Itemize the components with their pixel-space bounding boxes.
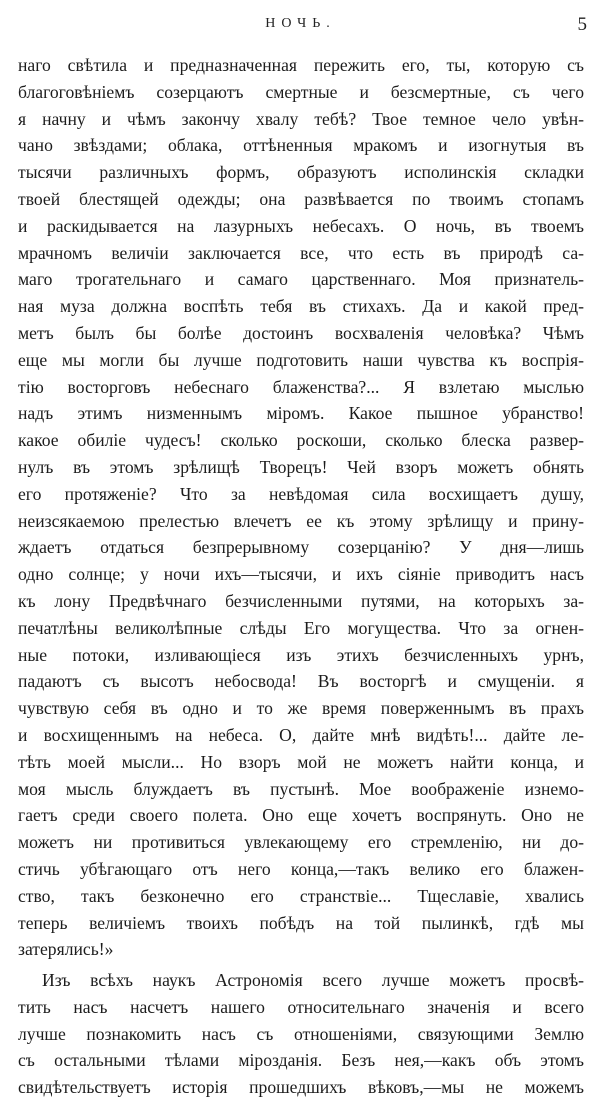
text-line: лучше познакомить насъ съ отношеніями, связующими Землю bbox=[18, 1023, 584, 1044]
text-line: нулъ въ этомъ зрѣлищѣ Творецъ! Чей взоръ можетъ обнять bbox=[18, 456, 584, 477]
text-line: тить насъ насчетъ нашего относительнаго значенія и всего bbox=[18, 996, 584, 1017]
text-line: и раскидывается на лазурныхъ небесахъ. О ночь, въ твоемъ bbox=[18, 215, 584, 236]
text-line: чано звѣздами; облака, оттѣненныя мракомъ и изогнутыя въ bbox=[18, 135, 584, 156]
text-line: мрачномъ величіи заключается все, что есть въ природѣ са- bbox=[18, 242, 584, 263]
text-line: благоговѣніемъ созерцаютъ смертные и безсмертные, съ чего bbox=[18, 81, 584, 102]
text-line: моя мысль блуждаетъ въ пустынѣ. Мое воображеніе изнемо- bbox=[18, 778, 584, 799]
paragraph-2 bbox=[18, 967, 584, 1101]
text-line: ные потоки, изливающіеся изъ этихъ безчисленныхъ урнъ, bbox=[18, 644, 584, 665]
text-line: къ лону Предвѣчнаго безчисленными путями, на которыхъ за- bbox=[18, 590, 584, 611]
text-line: одно солнце; у ночи ихъ—тысячи, и ихъ сіяніе приводитъ насъ bbox=[18, 564, 584, 585]
text-line: твоей блестящей одежды; она развѣвается по твоимъ стопамъ bbox=[18, 188, 584, 209]
page-number: 5 bbox=[577, 14, 587, 35]
text-line: теперь величіемъ твоихъ побѣдъ на той пылинкѣ, гдѣ мы bbox=[18, 912, 584, 933]
text-line: тысячи различныхъ формъ, образуютъ исполинскія складки bbox=[18, 162, 584, 183]
text-line: еще мы могли бы лучше подготовить наши чувства къ воспрія- bbox=[18, 349, 584, 370]
text-line: падаютъ съ высотъ небосвода! Въ восторгѣ и смущеніи. я bbox=[18, 671, 584, 692]
text-line: ждаетъ отдаться безпрерывному созерцанію? У дня—лишь bbox=[18, 537, 584, 558]
text-line: Изъ всѣхъ наукъ Астрономія всего лучше можетъ просвѣ- bbox=[42, 970, 584, 991]
text-line: чувствую себя въ одно и то же время поверженнымъ въ прахъ bbox=[18, 698, 584, 719]
paragraph-1 bbox=[18, 52, 584, 963]
text-line: можетъ ни противиться увлекающему его стремленію, ни до- bbox=[18, 832, 584, 853]
text-line: тѣть моей мысли... Но взоръ мой не можетъ найти конца, и bbox=[18, 751, 584, 772]
text-line: гаетъ среди своего полета. Оно еще хочетъ воспрянуть. Оно не bbox=[18, 805, 584, 826]
text-line: ство, такъ безконечно его странствіе... Тщеславіе, хвались bbox=[18, 885, 584, 906]
text-line: неизсякаемою прелестью влечетъ ее къ этому зрѣлищу и прину- bbox=[18, 510, 584, 531]
text-line: стичь убѣгающаго отъ него конца,—такъ велико его блажен- bbox=[18, 858, 584, 879]
text-line: печатлѣны великолѣпные слѣды Его могущества. Что за огнен- bbox=[18, 617, 584, 638]
text-line: свидѣтельствуетъ исторія прошедшихъ вѣковъ,—мы не можемъ bbox=[18, 1077, 584, 1098]
text-line: затерялись!» bbox=[18, 939, 114, 960]
text-line: метъ былъ бы болѣе достоинъ восхваленія человѣка? Чѣмъ bbox=[18, 322, 584, 343]
running-head bbox=[0, 14, 601, 44]
body-text bbox=[18, 52, 584, 1101]
text-line: маго трогательнаго и самаго царственнаго. Моя признатель- bbox=[18, 269, 584, 290]
text-line: ная муза должна воспѣть тебя въ стихахъ. Да и какой пред- bbox=[18, 296, 584, 317]
running-title: НОЧЬ. bbox=[265, 16, 336, 31]
text-line: съ остальными тѣлами мірозданія. Безъ нея,—какъ объ этомъ bbox=[18, 1050, 584, 1071]
text-line: я начну и чѣмъ закончу хвалу тебѣ? Твое темное чело увѣн- bbox=[18, 108, 584, 129]
text-line: его протяженіе? Что за невѣдомая сила восхищаетъ душу, bbox=[18, 483, 584, 504]
text-line: тію восторговъ небеснаго блаженства?... Я взлетаю мыслью bbox=[18, 376, 584, 397]
text-line: наго свѣтила и предназначенная пережить его, ты, которую съ bbox=[18, 55, 584, 75]
text-line: какое обиліе чудесъ! сколько роскоши, сколько блеска развер- bbox=[18, 430, 584, 451]
text-line: и восхищеннымъ на небеса. О, дайте мнѣ видѣть!... дайте ле- bbox=[18, 724, 584, 745]
text-line: надъ этимъ низменнымъ міромъ. Какое пышное убранство! bbox=[18, 403, 584, 424]
